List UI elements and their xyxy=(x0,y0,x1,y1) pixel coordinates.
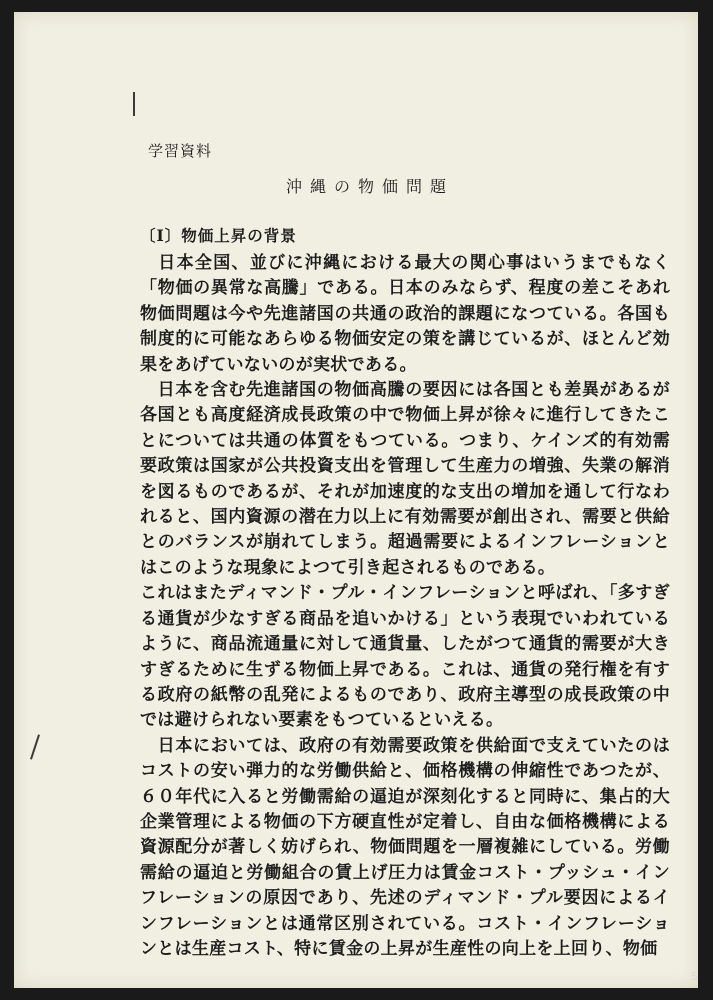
paragraph-3: これはまたディマンド・プル・インフレーションと呼ばれ、「多すぎる通貨が少なすぎる商品を追いかける」という表現でいわれているように、商品流通量に対して通貨量、したがつて通貨的需要が大きすぎるために生ずる物価上昇である。これは、通貨の発行権を有する政府の紙幣の乱発によるものであり、政府主導型の成長政策の中では避けられない要素をもつているといえる。 xyxy=(140,583,670,731)
margin-mark xyxy=(30,734,40,759)
document-page xyxy=(14,12,698,988)
page-number: 5 xyxy=(691,970,698,983)
document-title: 沖縄の物価問題 xyxy=(286,177,455,196)
body-text xyxy=(140,251,670,962)
paragraph-2: 日本を含む先進諸国の物価高騰の要因には各国とも差異があるが各国とも高度経済成長政策の中で物価上昇が徐々に進行してきたことについては共通の体質をもつている。つまり、ケインズ的有効需要政策は国家が公共投資支出を管理して生産力の増強、失業の解消を図るものであるが、それが加速度的な支出の増加を通して行なわれると、国内資源の潜在力以上に有効需要が創出され、需要と供給とのバランスが崩れてしまう。超過需要によるインフレーションとはこのような現象によつて引き起されるものである。 xyxy=(140,380,670,578)
pencil-mark xyxy=(133,92,135,116)
section-heading: 〔Ⅰ〕物価上昇の背景 xyxy=(140,226,297,245)
paragraph-4: 日本においては、政府の有効需要政策を供給面で支えていたのはコストの安い弾力的な労働供給と、価格機構の伸縮性であつたが、６０年代に入ると労働需給の逼迫が深刻化すると同時に、集占的大企業管理による物価の下方硬直性が定着し、自由な価格機構による資源配分が著しく妨げられ、物価問題を一層複雑にしている。労働需給の逼迫と労働組合の賃上げ圧力は賃金コスト・プッシュ・インフレーションの原因であり、先述のディマンド・プル要因によるインフレーションとは通常区別されている。コスト・インフレーションとは生産コスト、特に賃金の上昇が生産性の向上を上回り、物価 xyxy=(140,735,670,959)
document-label: 学習資料 xyxy=(148,142,213,160)
paragraph-1: 日本全国、並びに沖縄における最大の関心事はいうまでもなく「物価の異常な高騰」である。日本のみならず、程度の差こそあれ物価問題は今や先進諸国の共通の政治的課題になつている。各国も制度的に可能なあらゆる物価安定の策を講じているが、ほとんど効果をあげていないのが実状である。 xyxy=(140,253,670,375)
